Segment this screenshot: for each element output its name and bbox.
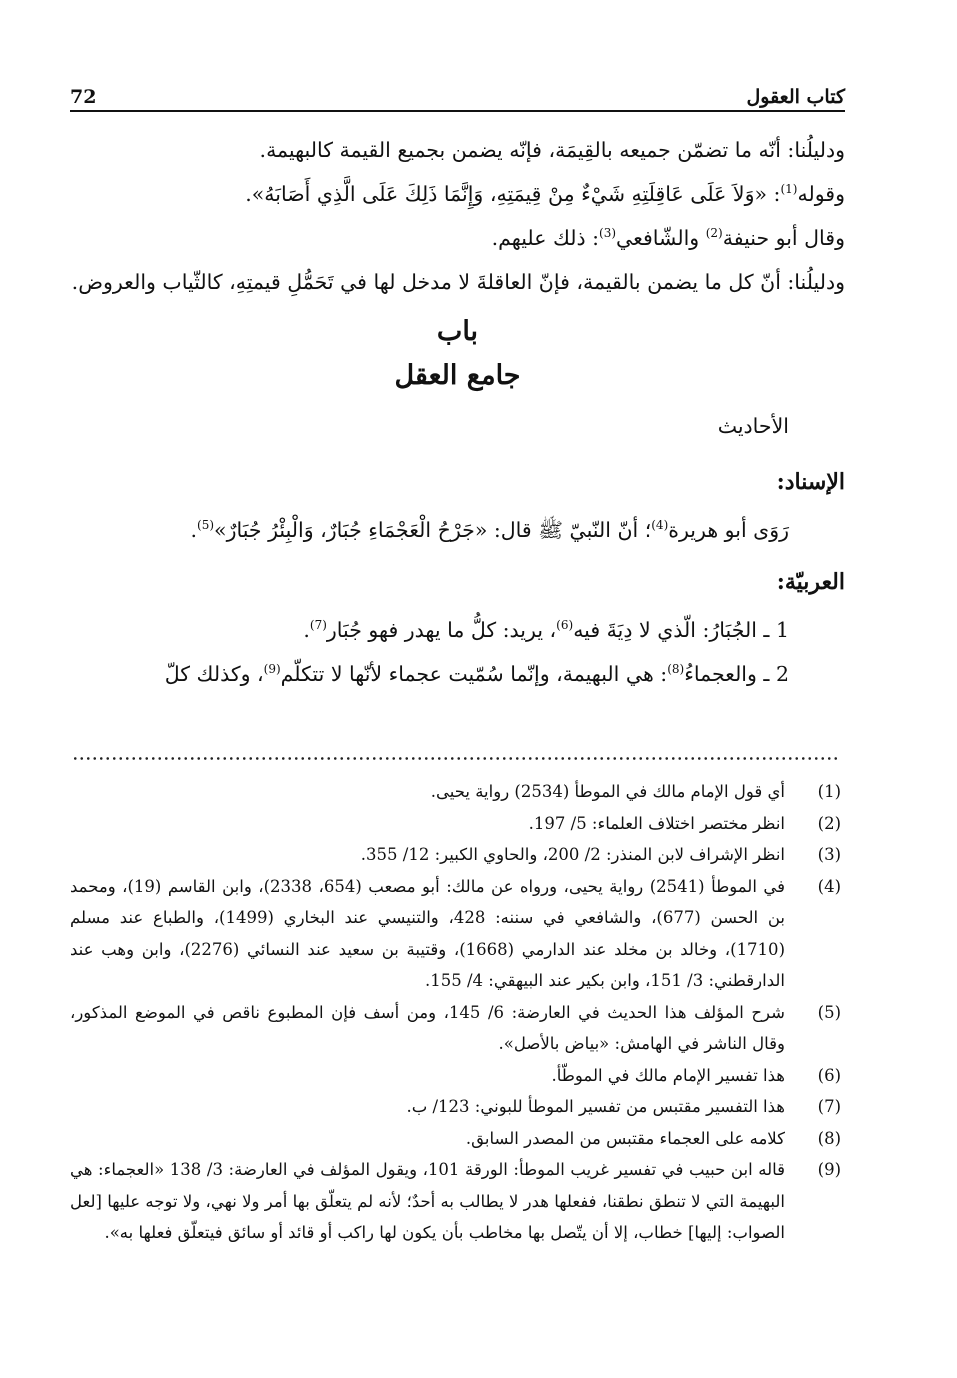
list-item-1: 1 ـ الجُبَارُ: الّذي لا دِيَةَ فيه$^{(6)}$، يريد: كلُّ ما يهدر فهو جُبَار$^{(7)}$. <box>303 618 789 642</box>
footnote-separator <box>72 757 841 760</box>
footnote <box>70 776 845 808</box>
footnote-text: في الموطأ (2541) رواية يحيى، ورواه عن مالك: أبو مصعب (654، 2338)، وابن القاسم (19)، ومحمد بن الحسن (677)، والشافعي في سننه: 428، والتنيسي عند البخاري (1499)، والطباع عند مسلم (1710)، وخالد بن مخلد عند الدارمي (1668)، وقتيبة بن سعيد عند النسائي (2276)، وابن وهب عند الدارقطني: 3/ 151، وابن بكير عند البيهقي: 4/ 155. <box>70 876 786 990</box>
page-number: 72 <box>70 86 97 108</box>
footnote-ref[interactable]: (8) <box>667 662 685 677</box>
main-text <box>70 128 845 696</box>
footnote-text: انظر مختصر اختلاف العلماء: 5/ 197. <box>528 813 785 833</box>
footnotes <box>70 776 845 1249</box>
footnote-number: (1) <box>817 782 841 801</box>
footnote <box>70 1123 845 1155</box>
footnote-number: (2) <box>817 813 841 833</box>
running-header <box>70 78 845 108</box>
footnote <box>70 808 845 840</box>
footnote-number: (6) <box>817 1065 841 1085</box>
paragraph-1: ودليلُنا: أنّه ما تضمّن جميعه بالقِيمَة، فإنّه يضمن بجميع القيمة كالبهيمة. <box>259 138 845 162</box>
footnote-ref[interactable]: (6) <box>556 618 574 633</box>
footnote-text: شرح المؤلف هذا الحديث في العارضة: 6/ 145، ومن أسف فإن المطبوع ناقص في الموضع المذكور، وقال الناشر في الهامش: «بياض بالأصل». <box>70 1002 785 1053</box>
chapter-word: باب <box>436 316 479 347</box>
footnote-number: (9) <box>817 1160 841 1179</box>
subtitle: الأحاديث <box>717 414 789 438</box>
isnad-text: رَوَى أبو هريرة$^{(4)}$؛ أنّ النّبيّ ﷺ قال: «جَرْحُ الْعَجْمَاءِ جُبَارٌ، وَالْبِئْرُ جُبَارٌ»$^{(5)}$. <box>190 518 789 542</box>
footnote-text: أي قول الإمام مالك في الموطأ (2534) رواية يحيى. <box>430 782 785 801</box>
footnote <box>70 1154 845 1249</box>
footnote-ref[interactable]: (5) <box>197 518 215 533</box>
footnote <box>70 839 845 871</box>
footnote-ref[interactable]: (7) <box>309 618 327 633</box>
footnote-ref[interactable]: (1) <box>780 182 798 197</box>
book-title: كتاب العقول <box>746 86 845 108</box>
paragraph-4: ودليلُنا: أنّ كل ما يضمن بالقيمة، فإنّ العاقلةَ لا مدخل لها في تَحَمُّلِ قيمتِهِ، كالثّياب والعروض. <box>71 270 845 294</box>
footnote-number: (4) <box>817 876 841 896</box>
footnote-number: (7) <box>817 1097 841 1116</box>
footnote-text: كلامه على العجماء مقتبس من المصدر السابق. <box>465 1128 785 1148</box>
list-item-2: 2 ـ والعجماءُ$^{(8)}$: هي البهيمة، وإنّما سُمّيت عجماء لأنّها لا تتكلّم$^{(9)}$، وكذلك كلّ <box>164 662 789 686</box>
paragraph-3: وقال أبو حنيفة$^{(2)}$ والشّافعي$^{(3)}$: ذلك عليهم. <box>491 226 845 250</box>
footnote-ref[interactable]: (9) <box>263 662 281 677</box>
footnote-number: (8) <box>817 1128 841 1148</box>
footnote-ref[interactable]: (3) <box>599 226 617 241</box>
footnote-text: هذا تفسير الإمام مالك في الموطّأ. <box>551 1065 785 1085</box>
footnote <box>70 1060 845 1092</box>
footnote <box>70 871 845 997</box>
footnote-number: (5) <box>817 1002 841 1022</box>
paragraph-2: وقوله$^{(1)}$: «وَلاَ عَلَى عَاقِلَتِهِ شَيْءٌ مِنْ قِيمَتِهِ، وَإِنَّمَا ذَلِكَ عَلَى الَّذِي أَصَابَهُ». <box>245 182 845 206</box>
isnad-heading: الإسناد: <box>776 469 845 495</box>
footnote-ref[interactable]: (4) <box>651 518 669 533</box>
footnote <box>70 1091 845 1123</box>
footnote-text: قاله ابن حبيب في تفسير غريب الموطأ: الورقة 101، ويقول المؤلف في العارضة: 3/ 138 «العجماء: هي البهيمة التي لا تنطق نطقنا، ففعلها هدر لا يطالب به أحدٌ؛ لأنه لم يتعلّق بها أمر ولا نهي، ولا توجه عليها [لعل الصواب: إليها] خطاب، إلا أن يتّصل بها مخاطب بأن يكون لها راكب أو قائد أو سائق فيتعلّق فعلها به». <box>70 1160 786 1242</box>
chapter-title: جامع العقل <box>394 360 521 391</box>
footnote-text: انظر الإشراف لابن المنذر: 2/ 200، والحاوي الكبير: 12/ 355. <box>360 845 785 864</box>
footnote-ref[interactable]: (2) <box>705 226 723 241</box>
arabiyya-heading: العربيّة: <box>776 569 845 595</box>
footnote-number: (3) <box>817 845 841 864</box>
footnote <box>70 997 845 1060</box>
footnote-text: هذا التفسير مقتبس من تفسير الموطأ للبوني: 123/ ب. <box>406 1097 785 1116</box>
header-rule <box>70 110 845 112</box>
